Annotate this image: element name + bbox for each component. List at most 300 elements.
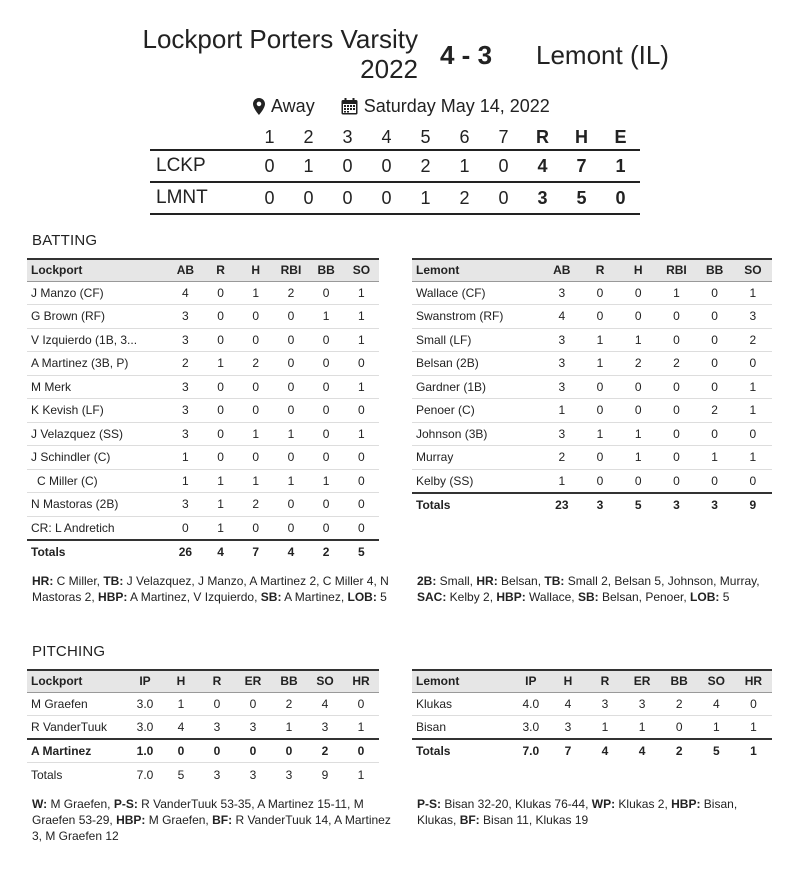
note-text: Belsan,: [497, 574, 545, 588]
team-column-header: Lemont: [412, 259, 543, 281]
inning-score: 0: [484, 182, 523, 214]
stat-value: 0: [309, 375, 344, 399]
stat-value: 0: [344, 469, 379, 493]
stat-column-header: HR: [343, 670, 379, 692]
stat-value: 0: [238, 328, 273, 352]
player-name: Murray: [412, 446, 543, 470]
player-row: [412, 281, 772, 305]
home-team-name: Lockport Porters Varsity: [142, 24, 418, 54]
player-name: A Martinez (3B, P): [27, 352, 168, 376]
stat-value: 0: [344, 352, 379, 376]
note-label: HBP:: [496, 590, 526, 604]
pitching-table-lemont: [412, 669, 772, 763]
note-label: 2B:: [417, 574, 437, 588]
inning-score: 1: [445, 150, 484, 182]
inning-score: 0: [367, 150, 406, 182]
stat-value: 0: [309, 352, 344, 376]
stat-value: 1: [238, 469, 273, 493]
stat-value: 3: [543, 281, 581, 305]
stat-value: 0: [238, 375, 273, 399]
inning-score: 2: [406, 150, 445, 182]
pitching-notes-lockport: [32, 796, 392, 844]
note-text: Small,: [436, 574, 477, 588]
stat-value: 9: [321, 767, 329, 782]
stat-value: 1: [657, 281, 695, 305]
note-text: Bisan, Klukas,: [417, 797, 738, 827]
stat-column-header: H: [238, 259, 273, 281]
stat-value: 0: [203, 328, 238, 352]
stat-value: 3.0: [127, 692, 163, 716]
stat-value: 1: [203, 352, 238, 376]
stat-value: 0: [344, 446, 379, 470]
player-row: [27, 422, 379, 446]
stat-value: 0: [657, 328, 695, 352]
note-label: W:: [32, 797, 48, 811]
linescore-total-h: 7: [562, 150, 601, 182]
stat-value: 2: [543, 446, 581, 470]
player-row: [27, 375, 379, 399]
stat-value: 0: [696, 352, 734, 376]
stat-value: 0: [657, 422, 695, 446]
player-name: Klukas: [412, 692, 512, 716]
player-name: N Mastoras (2B): [27, 493, 168, 517]
stat-value: 0: [619, 281, 657, 305]
note-text: 5: [376, 590, 387, 604]
stat-value: 0: [696, 305, 734, 329]
linescore-total-r: 4: [523, 150, 562, 182]
calendar-icon: [341, 98, 358, 115]
player-row: [27, 352, 379, 376]
note-text: A Martinez,: [281, 590, 348, 604]
stat-column-header: R: [586, 670, 623, 692]
stat-value: 1: [203, 516, 238, 540]
totals-row: [412, 739, 772, 763]
stat-value: 0: [581, 469, 619, 493]
stat-value: 0: [581, 305, 619, 329]
stat-column-header: R: [203, 259, 238, 281]
final-score: 4 - 3: [440, 40, 493, 70]
stat-value: 1: [581, 352, 619, 376]
stat-value: 0: [657, 469, 695, 493]
stat-column-header: RBI: [657, 259, 695, 281]
stat-value: 0: [199, 692, 235, 716]
stat-value: 1: [734, 446, 772, 470]
player-name: C Miller (C): [27, 469, 168, 493]
inning-score: 0: [289, 182, 328, 214]
stat-value: 23: [543, 493, 581, 517]
stat-column-header: BB: [271, 670, 307, 692]
stat-value: 2: [273, 281, 308, 305]
player-row: [27, 493, 379, 517]
note-text: Belsan, Penoer,: [598, 590, 691, 604]
stat-value: 0: [581, 399, 619, 423]
stat-value: 3: [168, 305, 203, 329]
stat-value: 0: [238, 516, 273, 540]
inning-score: 0: [367, 182, 406, 214]
stat-value: 3: [235, 716, 271, 740]
player-row: [27, 305, 379, 329]
stat-value: 1: [698, 716, 735, 740]
stat-value: 4.0: [512, 692, 549, 716]
player-name: J Schindler (C): [27, 446, 168, 470]
stat-value: 0: [619, 305, 657, 329]
stat-value: 4: [163, 716, 199, 740]
stat-value: 1: [344, 328, 379, 352]
stat-value: 3: [657, 493, 695, 517]
stat-column-header: IP: [512, 670, 549, 692]
player-row: [27, 281, 379, 305]
linescore-table: [150, 126, 640, 215]
stat-value: 4: [307, 692, 343, 716]
stat-value: 1: [309, 469, 344, 493]
stat-value: 1: [238, 422, 273, 446]
stat-value: 0: [657, 375, 695, 399]
stat-value: 4: [586, 739, 623, 763]
stat-value: 1: [344, 422, 379, 446]
stat-value: 0: [343, 692, 379, 716]
inning-score: 0: [250, 150, 289, 182]
stat-value: 1: [581, 328, 619, 352]
stat-value: 7.0: [512, 739, 549, 763]
inning-score: 2: [445, 182, 484, 214]
stat-column-header: ER: [624, 670, 661, 692]
player-row: [412, 469, 772, 493]
stat-value: 3: [285, 767, 293, 782]
player-row: [412, 328, 772, 352]
note-label: SB:: [577, 590, 599, 604]
stat-value: 0: [238, 399, 273, 423]
player-name: J Manzo (CF): [27, 281, 168, 305]
stat-value: 2: [734, 328, 772, 352]
stat-value: 1: [344, 375, 379, 399]
stat-value: 1: [238, 281, 273, 305]
stat-value: 0: [309, 281, 344, 305]
linescore-total-e: 1: [601, 150, 640, 182]
stat-value: 5: [344, 540, 379, 564]
stat-value: 1: [619, 422, 657, 446]
stat-value: 0: [581, 375, 619, 399]
stat-value: 0: [273, 375, 308, 399]
stat-value: 0: [168, 516, 203, 540]
linescore-total-r: 3: [523, 182, 562, 214]
stat-value: 4: [168, 281, 203, 305]
note-text: J Velazquez, J Manzo, A Martinez 2, C Miller 4, N Mastoras 2,: [32, 574, 389, 604]
stat-value: 7: [238, 540, 273, 564]
stat-value: 0: [309, 422, 344, 446]
stat-value: 2: [271, 692, 307, 716]
stat-value: 3: [581, 493, 619, 517]
note-text: Kelby 2,: [446, 590, 497, 604]
stats-header-row: [27, 670, 379, 692]
player-name: G Brown (RF): [27, 305, 168, 329]
stat-value: 0: [619, 399, 657, 423]
stat-value: 0: [309, 328, 344, 352]
note-label: TB:: [103, 574, 124, 588]
stat-value: 5: [698, 739, 735, 763]
stat-value: 0: [309, 493, 344, 517]
stat-column-header: AB: [168, 259, 203, 281]
stat-value: 2: [657, 352, 695, 376]
stat-value: 1: [734, 281, 772, 305]
player-name: Totals: [412, 493, 543, 517]
stat-value: 1: [273, 422, 308, 446]
stat-column-header: ER: [235, 670, 271, 692]
note-text: 5: [719, 590, 730, 604]
stat-value: 3: [543, 328, 581, 352]
player-name: Totals: [27, 540, 168, 564]
player-name: M Graefen: [27, 692, 127, 716]
player-row: [412, 422, 772, 446]
player-row: [412, 716, 772, 740]
note-text: Klukas 2,: [615, 797, 672, 811]
player-row: [27, 716, 379, 740]
season-year: 2022: [360, 54, 418, 84]
note-text: C Miller,: [53, 574, 104, 588]
note-label: LOB:: [347, 590, 377, 604]
stat-column-header: SO: [734, 259, 772, 281]
player-row: [27, 446, 379, 470]
stat-value: 3: [168, 399, 203, 423]
note-label: WP:: [591, 797, 616, 811]
stat-column-header: R: [581, 259, 619, 281]
away-team-name: Lemont (IL): [536, 40, 669, 70]
stat-value: 0: [343, 739, 379, 763]
stat-value: 1: [273, 469, 308, 493]
note-label: HBP:: [98, 590, 128, 604]
note-label: BF:: [459, 813, 480, 827]
totals-row: [27, 540, 379, 564]
batting-notes-lemont: [417, 573, 777, 605]
totals-row: [27, 763, 379, 787]
note-text: R VanderTuuk 14, A Martinez 3, M Graefen 12: [32, 813, 391, 843]
stat-value: 3: [586, 692, 623, 716]
stat-column-header: SO: [698, 670, 735, 692]
stat-value: 1: [619, 328, 657, 352]
inning-header: 4: [381, 127, 392, 147]
home-team-title: [118, 24, 418, 84]
stat-value: 0: [735, 692, 772, 716]
stat-value: 0: [238, 305, 273, 329]
stat-value: 3: [168, 375, 203, 399]
stat-column-header: SO: [344, 259, 379, 281]
player-name: Bisan: [412, 716, 512, 740]
stat-value: 0: [619, 469, 657, 493]
stat-value: 2: [696, 399, 734, 423]
stat-value: 1: [586, 716, 623, 740]
note-label: TB:: [544, 574, 565, 588]
stat-column-header: AB: [543, 259, 581, 281]
inning-header: 1: [264, 127, 275, 147]
stat-value: 1: [619, 446, 657, 470]
map-pin-icon: [253, 98, 265, 115]
game-meta: [253, 96, 550, 117]
inning-header: 3: [342, 127, 353, 147]
inning-score: 0: [328, 150, 367, 182]
stat-column-header: BB: [661, 670, 698, 692]
player-name: J Velazquez (SS): [27, 422, 168, 446]
player-row: [412, 446, 772, 470]
player-name: CR: L Andretich: [27, 516, 168, 540]
stat-value: 2: [168, 352, 203, 376]
note-text: Bisan 32-20, Klukas 76-44,: [441, 797, 592, 811]
player-name: Gardner (1B): [412, 375, 543, 399]
batting-table-lemont: [412, 258, 772, 516]
stat-value: 4: [273, 540, 308, 564]
stat-column-header: BB: [309, 259, 344, 281]
player-row: [27, 328, 379, 352]
inning-header: 6: [459, 127, 470, 147]
stat-column-header: HR: [735, 670, 772, 692]
stat-column-header: R: [199, 670, 235, 692]
stat-value: 3: [543, 352, 581, 376]
pitching-section-title: PITCHING: [32, 643, 106, 660]
player-name: Johnson (3B): [412, 422, 543, 446]
inning-header: 5: [420, 127, 431, 147]
note-label: BF:: [212, 813, 233, 827]
stat-value: 0: [734, 422, 772, 446]
team-column-header: Lemont: [412, 670, 512, 692]
linescore-row: [150, 182, 640, 214]
stat-value: 0: [344, 516, 379, 540]
stats-header-row: [412, 670, 772, 692]
note-label: HR:: [476, 574, 498, 588]
note-text: R VanderTuuk 53-35, A Martinez 15-11, M Graefen 53-29,: [32, 797, 364, 827]
note-text: M Graefen,: [47, 797, 114, 811]
stat-value: 1: [203, 469, 238, 493]
stat-value: 2: [307, 739, 343, 763]
stat-value: 0: [734, 469, 772, 493]
stat-column-header: SO: [307, 670, 343, 692]
stat-value: 0: [273, 328, 308, 352]
stat-value: 0: [238, 446, 273, 470]
stat-value: 5: [619, 493, 657, 517]
game-date: Saturday May 14, 2022: [363, 96, 550, 116]
player-name: Belsan (2B): [412, 352, 543, 376]
stat-value: 3: [696, 493, 734, 517]
note-label: HR:: [32, 574, 54, 588]
stat-value: 3: [734, 305, 772, 329]
stat-value: 0: [273, 516, 308, 540]
player-name: M Merk: [27, 375, 168, 399]
stat-value: 1.0: [127, 739, 163, 763]
player-name: V Izquierdo (1B, 3...: [27, 328, 168, 352]
stat-value: 3: [199, 716, 235, 740]
stats-header-row: [412, 259, 772, 281]
location-label: Away: [271, 96, 315, 116]
stat-value: 3: [307, 716, 343, 740]
note-text: Wallace,: [525, 590, 578, 604]
stat-value: 26: [168, 540, 203, 564]
stat-value: 5: [177, 767, 185, 782]
stat-value: 1: [696, 446, 734, 470]
stat-value: 0: [657, 446, 695, 470]
stat-value: 1: [581, 422, 619, 446]
stat-value: 2: [238, 493, 273, 517]
player-row: [412, 352, 772, 376]
stat-value: 3: [168, 328, 203, 352]
stat-value: 7.0: [136, 767, 154, 782]
player-row: [412, 305, 772, 329]
stat-value: 1: [163, 692, 199, 716]
stat-value: 0: [235, 692, 271, 716]
linescore-total-e: 0: [601, 182, 640, 214]
team-column-header: Lockport: [27, 670, 127, 692]
stat-column-header: IP: [127, 670, 163, 692]
inning-score: 0: [250, 182, 289, 214]
stat-value: 3: [168, 422, 203, 446]
inning-score: 0: [484, 150, 523, 182]
player-name: Small (LF): [412, 328, 543, 352]
linescore-team: LCKP: [150, 150, 250, 182]
player-name: R VanderTuuk: [27, 716, 127, 740]
stat-value: 1: [543, 469, 581, 493]
stat-value: 0: [581, 281, 619, 305]
stat-value: 0: [657, 399, 695, 423]
stat-value: 2: [309, 540, 344, 564]
stat-value: 0: [235, 739, 271, 763]
stats-header-row: [27, 259, 379, 281]
note-text: A Martinez, V Izquierdo,: [127, 590, 261, 604]
stat-value: 3: [624, 692, 661, 716]
note-label: HBP:: [116, 813, 146, 827]
stat-value: 1: [735, 716, 772, 740]
stat-value: 0: [203, 422, 238, 446]
stat-value: 0: [344, 399, 379, 423]
pitching-notes-lemont: [417, 796, 777, 828]
stat-value: 4: [698, 692, 735, 716]
stat-value: 0: [273, 446, 308, 470]
stat-value: 0: [203, 399, 238, 423]
stat-value: 0: [657, 305, 695, 329]
totals-row: [27, 739, 379, 763]
player-name: Totals: [412, 739, 512, 763]
player-name: Kelby (SS): [412, 469, 543, 493]
stat-value: 0: [581, 446, 619, 470]
runs-header: R: [536, 127, 549, 147]
batting-table-lockport: [27, 258, 379, 563]
stat-value: 0: [273, 305, 308, 329]
stat-value: 0: [273, 352, 308, 376]
stat-value: 4: [543, 305, 581, 329]
stat-value: 3: [549, 716, 586, 740]
stat-value: 1: [309, 305, 344, 329]
player-name: Swanstrom (RF): [412, 305, 543, 329]
stat-value: 0: [163, 739, 199, 763]
stat-value: 7: [549, 739, 586, 763]
note-label: LOB:: [690, 590, 720, 604]
stat-value: 3: [168, 493, 203, 517]
stat-value: 1: [357, 767, 365, 782]
stat-column-header: RBI: [273, 259, 308, 281]
inning-score: 1: [289, 150, 328, 182]
player-row: [27, 516, 379, 540]
stat-value: 0: [309, 446, 344, 470]
stat-value: 0: [273, 493, 308, 517]
linescore-header-row: [150, 126, 640, 150]
stat-value: 1: [168, 469, 203, 493]
errors-header: E: [614, 127, 627, 147]
note-label: P-S:: [113, 797, 138, 811]
player-row: [27, 469, 379, 493]
player-row: [27, 399, 379, 423]
batting-notes-lockport: [32, 573, 392, 605]
player-row: [27, 692, 379, 716]
note-label: SAC:: [417, 590, 447, 604]
stat-column-header: H: [549, 670, 586, 692]
batting-section-title: BATTING: [32, 232, 98, 249]
linescore-team: LMNT: [150, 182, 250, 214]
player-row: [412, 692, 772, 716]
